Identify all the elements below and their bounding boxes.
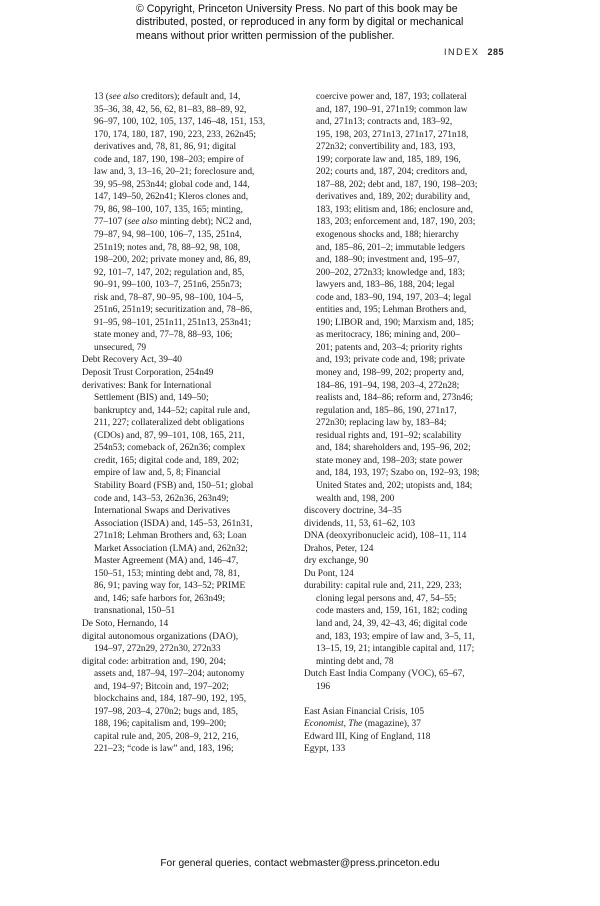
letter-gap (304, 693, 526, 706)
index-entry: coercive power and, 187, 193; collateral and, 187, 190–91, 271n19; common law and, 271n13; contracts and, 183–92, 195, 198, 203, 271n13, 271n17, 271n18, 272n32; convertibility and, 183, 193, 199; corporate law and, 185, 189, 196, 202; courts and, 187, 204; creditors and, 187–88, 202; debt and, 187, 190, 198–203; derivatives and, 189, 202; durability and, 183, 193; elitism and, 186; enclosure and, 183, 203; enforcement and, 187, 190, 203; exogenous shocks and, 188; hierarchy and, 185–86, 201–2; immutable ledgers and, 188–90; investment and, 195–97, 200–202, 272n33; knowledge and, 183; lawyers and, 183–86, 188, 204; legal code and, 183–90, 194, 197, 203–4; legal entities and, 195; Lehman Brothers and, 190; LIBOR and, 190; Marxism and, 185; as meritocracy, 186; mining and, 200– 201; patents and, 203–4; priority rights and, 193; private code and, 198; private money and, 198–99, 202; property and, 184–86, 191–94, 198, 203–4, 272n28; realists and, 184–86; reform and, 273n46; regulation and, 185–86, 190, 271n17, 272n30; replacing law by, 183–84; residual rights and, 191–92; scalability and, 184; shareholders and, 195–96, 202; state money and, 198–203; state power and, 184, 193, 197; Szabo on, 192–93, 198; United States and, 202; utopists and, 184; wealth and, 198, 200 (316, 92, 480, 504)
index-entry: dry exchange, 90 (304, 556, 369, 567)
index-entry: Egypt, 133 (304, 744, 346, 755)
index-entry: Edward III, King of England, 118 (304, 731, 431, 742)
index-entry: dividends, 11, 53, 61–62, 103 (304, 518, 416, 529)
index-entry: digital autonomous organizations (DAO), 194–97, 272n29, 272n30, 272n33 (82, 631, 239, 655)
index-entry: Dutch East India Company (VOC), 65–67, 196 (304, 669, 465, 692)
index-entry: derivatives: Bank for International Settlement (BIS) and, 149–50; bankruptcy and, 144–52; capital rule and, 211, 227; collateralized debt obligations (CDOs) and, 87, 99–101, 108, 165, 211, 254n53; comeback of, 262n36; complex credit, 165; digital code and, 189, 202; empire of law and, 5, 8; Financial Stability Board (FSB) and, 150–51; global code and, 143–53, 262n36, 263n49; International Swaps and Derivatives Association (ISDA) and, 145–53, 261n31, 271n18; Lehman Brothers and, 63; Loan Market Association (LMA) and, 262n32; Master Agreement (MA) and, 146–47, 150–51, 153; minting debt and, 78, 81, 86, 91; paving way for, 143–52; PRIME and, 146; safe harbors for, 263n49; transnational, 150–51 (82, 380, 254, 617)
index-entry: Debt Recovery Act, 39–40 (82, 355, 182, 366)
running-head (444, 47, 504, 57)
running-head-label: INDEX (443, 47, 480, 57)
page-number: 285 (487, 47, 504, 57)
index-entry: Deposit Trust Corporation, 254n49 (82, 368, 214, 379)
index-entry: DNA (deoxyribonucleic acid), 108–11, 114 (304, 531, 467, 542)
index-entry: De Soto, Hernando, 14 (82, 618, 169, 629)
index-entry: discovery doctrine, 34–35 (304, 506, 402, 517)
index-column-right (304, 91, 526, 756)
index-entry: Economist, The (magazine), 37 (304, 719, 421, 730)
footer-contact: For general queries, contact webmaster@press.princeton.edu (160, 858, 440, 869)
index-entry: Drahos, Peter, 124 (304, 543, 374, 554)
index-entry: durability: capital rule and, 211, 229, 233; cloning legal persons and, 47, 54–55; code masters and, 159, 161, 182; coding land and, 24, 39, 42–43, 46; digital code and, 183, 193; empire of law and, 3–5, 11, 13–15, 19, 21; intangible capital and, 117; minting debt and, 78 (304, 581, 475, 667)
index-entry: Du Pont, 124 (304, 568, 354, 579)
index-entry: 13 (see also creditors); default and, 14, 35–36, 38, 42, 56, 62, 81–83, 88–89, 92, 96–97, 100, 102, 105, 137, 146–48, 151, 153, 170, 174, 180, 187, 190, 223, 233, 262n45; derivatives and, 78, 81, 86, 91; digital code and, 187, 190, 198–203; empire of law and, 3, 13–16, 20–21; foreclosure and, 39, 95–98, 253n44; global code and, 144, 147, 149–50, 262n41; Kleros clones and, 79, 86, 98–100, 107, 135, 165; minting, 77–107 (see also minting debt); NC2 and, 79–87, 94, 98–100, 106–7, 135, 251n4, 251n19; notes and, 78, 88–92, 98, 108, 198–200, 202; private money and, 86, 89, 92, 101–7, 147, 202; regulation and, 85, 90–91, 99–100, 103–7, 251n6, 255n73; risk and, 78–87, 90–95, 98–100, 104–5, 251n6, 251n19; securitization and, 78–86, 91–95, 98–101, 251n11, 251n13, 253n41; state money and, 77–78, 88–93, 106; unsecured, 79 (94, 92, 266, 353)
copyright-notice: © Copyright, Princeton University Press. No part of this book may be distributed, posted, or reproduced in any form by digital or mechanical means without prior written permission of the publisher. (136, 3, 464, 42)
index-entry: digital code: arbitration and, 190, 204; assets and, 187–94, 197–204; autonomy and, 194–97; Bitcoin and, 197–202; blockchains and, 184, 187–90, 192, 195, 197–98, 203–4, 270n2; bugs and, 185, 188, 196; capitalism and, 199–200; capital rule and, 205, 208–9, 212, 216, 221–23; “code is law” and, 183, 196; (82, 656, 247, 755)
index-entry: East Asian Financial Crisis, 105 (304, 706, 425, 717)
index-column-left (82, 91, 300, 756)
